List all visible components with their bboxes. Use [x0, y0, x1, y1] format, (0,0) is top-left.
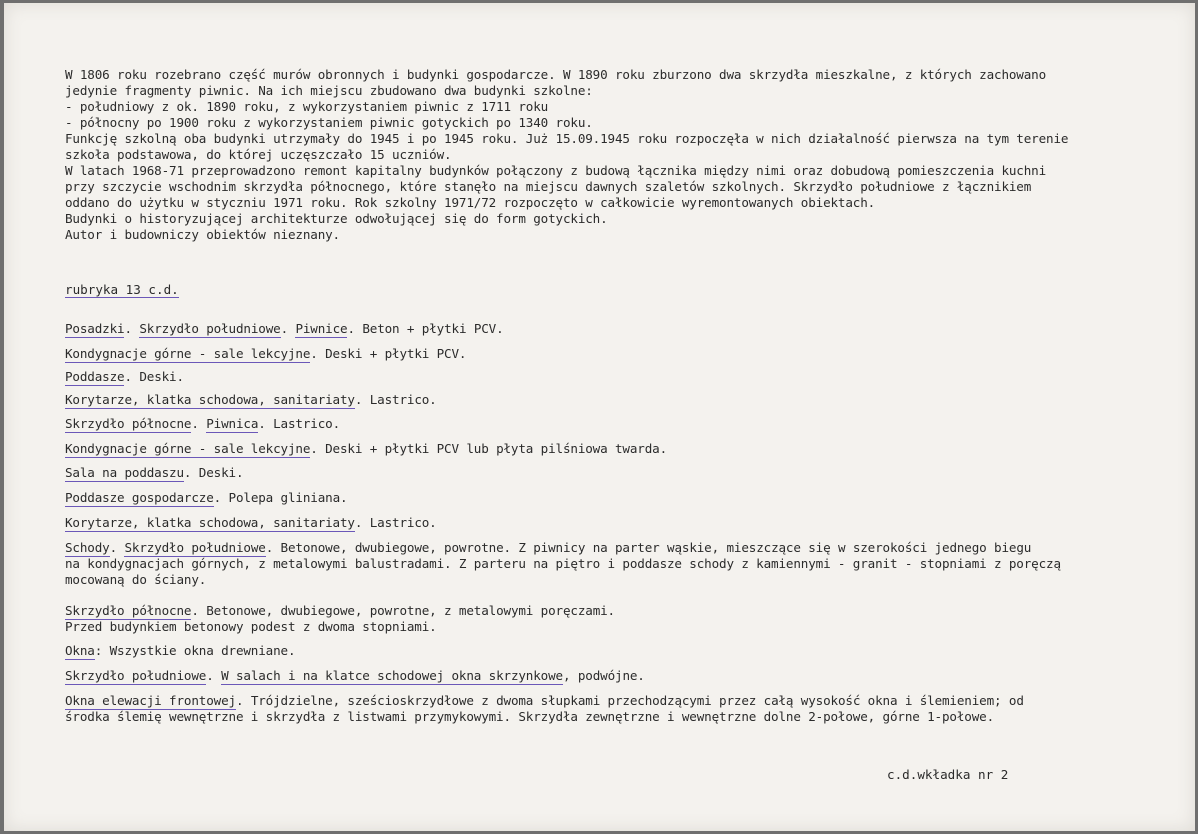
- continuation-note: c.d.wkładka nr 2: [887, 767, 1009, 782]
- paragraph-line: Autor i budowniczy obiektów nieznany.: [65, 227, 340, 242]
- entry-kondygnacje: [65, 346, 1170, 362]
- underlined-term: Korytarze, klatka schodowa, sanitariaty: [65, 515, 355, 530]
- entry-text: . Deski.: [124, 369, 184, 384]
- entry-text: środka ślemię wewnętrzne i skrzydła z listwami przymykowymi. Skrzydła zewnętrzne i wewnętrzne dolne 2-połowe, górne 1-połowe.: [65, 709, 995, 724]
- paragraph-line: Funkcję szkolną oba budynki utrzymały do 1945 i po 1945 roku. Już 15.09.1945 roku rozpoczęła w nich działalność pierwsza na tym terenie: [65, 131, 1069, 146]
- entry-text: . Deski + płytki PCV lub płyta pilśniowa twarda.: [310, 441, 668, 456]
- underlined-term: Okna: [65, 643, 95, 658]
- underlined-term: Skrzydło południowe: [139, 321, 281, 336]
- entry-text: mocowaną do ściany.: [65, 572, 207, 587]
- section-heading: [65, 282, 179, 297]
- entry-text: .: [191, 416, 207, 431]
- entry-poddasze: [65, 369, 1170, 385]
- entry-text: Przed budynkiem betonowy podest z dwoma stopniami.: [65, 619, 437, 634]
- underlined-term: Kondygnacje górne - sale lekcyjne: [65, 441, 311, 456]
- underlined-term: Skrzydło południowe: [65, 668, 207, 683]
- underlined-term: Korytarze, klatka schodowa, sanitariaty: [65, 392, 355, 407]
- entry-text: .: [109, 540, 125, 555]
- document-sheet: [4, 3, 1195, 831]
- entry-sala-poddasze: [65, 465, 1170, 481]
- paragraph-line: Budynki o historyzującej architekturze odwołującej się do form gotyckich.: [65, 211, 608, 226]
- underlined-term: Skrzydło północne: [65, 603, 192, 618]
- entry-text: .: [280, 321, 296, 336]
- entry-text: . Deski.: [183, 465, 244, 480]
- paragraph-line: jedynie fragmenty piwnic. Na ich miejscu zbudowano dwa budynki szkolne:: [65, 83, 593, 98]
- paragraph-line: przy szczycie wschodnim skrzydła północnego, które stanęło na miejscu dawnych szaletów szkolnych. Skrzydło południowe z łącznikiem: [65, 179, 1032, 194]
- entry-text: . Deski + płytki PCV.: [310, 346, 467, 361]
- underlined-term: Piwnice: [295, 321, 348, 336]
- entry-text: .: [206, 668, 222, 683]
- underlined-term: Posadzki: [65, 321, 125, 336]
- entry-skrzydlo-polnocne: [65, 416, 1170, 432]
- heading-text: rubryka 13 c.d.: [65, 282, 179, 297]
- paragraph-line: - południowy z ok. 1890 roku, z wykorzystaniem piwnic z 1711 roku: [65, 99, 549, 114]
- entry-korytarze: [65, 392, 1170, 408]
- underlined-term: Piwnica: [206, 416, 259, 431]
- paragraph-line: - północny po 1900 roku z wykorzystaniem piwnic gotyckich po 1340 roku.: [65, 115, 593, 130]
- underlined-term: Sala na poddaszu: [65, 465, 184, 480]
- entry-text: . Polepa gliniana.: [213, 490, 348, 505]
- entry-posadzki: [65, 321, 1170, 337]
- entry-okna-elewacji: [65, 693, 1170, 725]
- history-paragraph: [65, 67, 1165, 243]
- entry-text: . Trójdzielne, sześcioskrzydłowe z dwoma słupkami przechodzącymi przez całą wysokość okna i ślemieniem; od: [235, 693, 1024, 708]
- paragraph-line: W latach 1968-71 przeprowadzono remont kapitalny budynków połączony z budową łącznika między nimi oraz dobudową pomieszczenia kuchni: [65, 163, 1047, 178]
- entry-text: na kondygnacjach górnych, z metalowymi balustradami. Z parteru na piętro i poddasze schody z kamiennymi - granit - stopniami z poręczą: [65, 556, 1061, 571]
- entry-text: .: [124, 321, 140, 336]
- entry-text: . Betonowe, dwubiegowe, powrotne, z metalowymi poręczami.: [191, 603, 615, 618]
- underlined-term: Schody: [65, 540, 110, 555]
- entry-text: . Beton + płytki PCV.: [347, 321, 504, 336]
- entry-poddasze-gospodarcze: [65, 490, 1170, 506]
- entry-text: . Betonowe, dwubiegowe, powrotne. Z piwnicy na parter wąskie, mieszczące się w szerokości jednego biegu: [265, 540, 1032, 555]
- entry-text: . Lastrico.: [354, 392, 437, 407]
- entry-okna-poludniowe: [65, 668, 1170, 684]
- paragraph-line: szkoła podstawowa, do której uczęszczało 15 uczniów.: [65, 147, 452, 162]
- underlined-term: Kondygnacje górne - sale lekcyjne: [65, 346, 311, 361]
- entry-text: : Wszystkie okna drewniane.: [94, 643, 296, 658]
- underlined-term: Poddasze gospodarcze: [65, 490, 214, 505]
- paragraph-line: W 1806 roku rozebrano część murów obronnych i budynki gospodarcze. W 1890 roku zburzono dwa skrzydła mieszkalne, z których zachowano: [65, 67, 1047, 82]
- paragraph-line: oddano do użytku w styczniu 1971 roku. Rok szkolny 1971/72 rozpoczęto w całkowicie wyremontowanych obiektach.: [65, 195, 876, 210]
- entry-schody-polnocne: [65, 603, 1170, 635]
- entry-okna: [65, 643, 1170, 659]
- underlined-term: Skrzydło północne: [65, 416, 192, 431]
- entry-korytarze-2: [65, 515, 1170, 531]
- entry-text: . Lastrico.: [258, 416, 341, 431]
- underlined-term: Okna elewacji frontowej: [65, 693, 236, 708]
- underlined-term: Poddasze: [65, 369, 125, 384]
- entry-text: , podwójne.: [562, 668, 645, 683]
- entry-schody: [65, 540, 1170, 588]
- entry-kondygnacje-2: [65, 441, 1170, 457]
- underlined-term: Skrzydło południowe: [124, 540, 266, 555]
- underlined-term: W salach i na klatce schodowej okna skrzynkowe: [221, 668, 563, 683]
- entry-text: . Lastrico.: [354, 515, 437, 530]
